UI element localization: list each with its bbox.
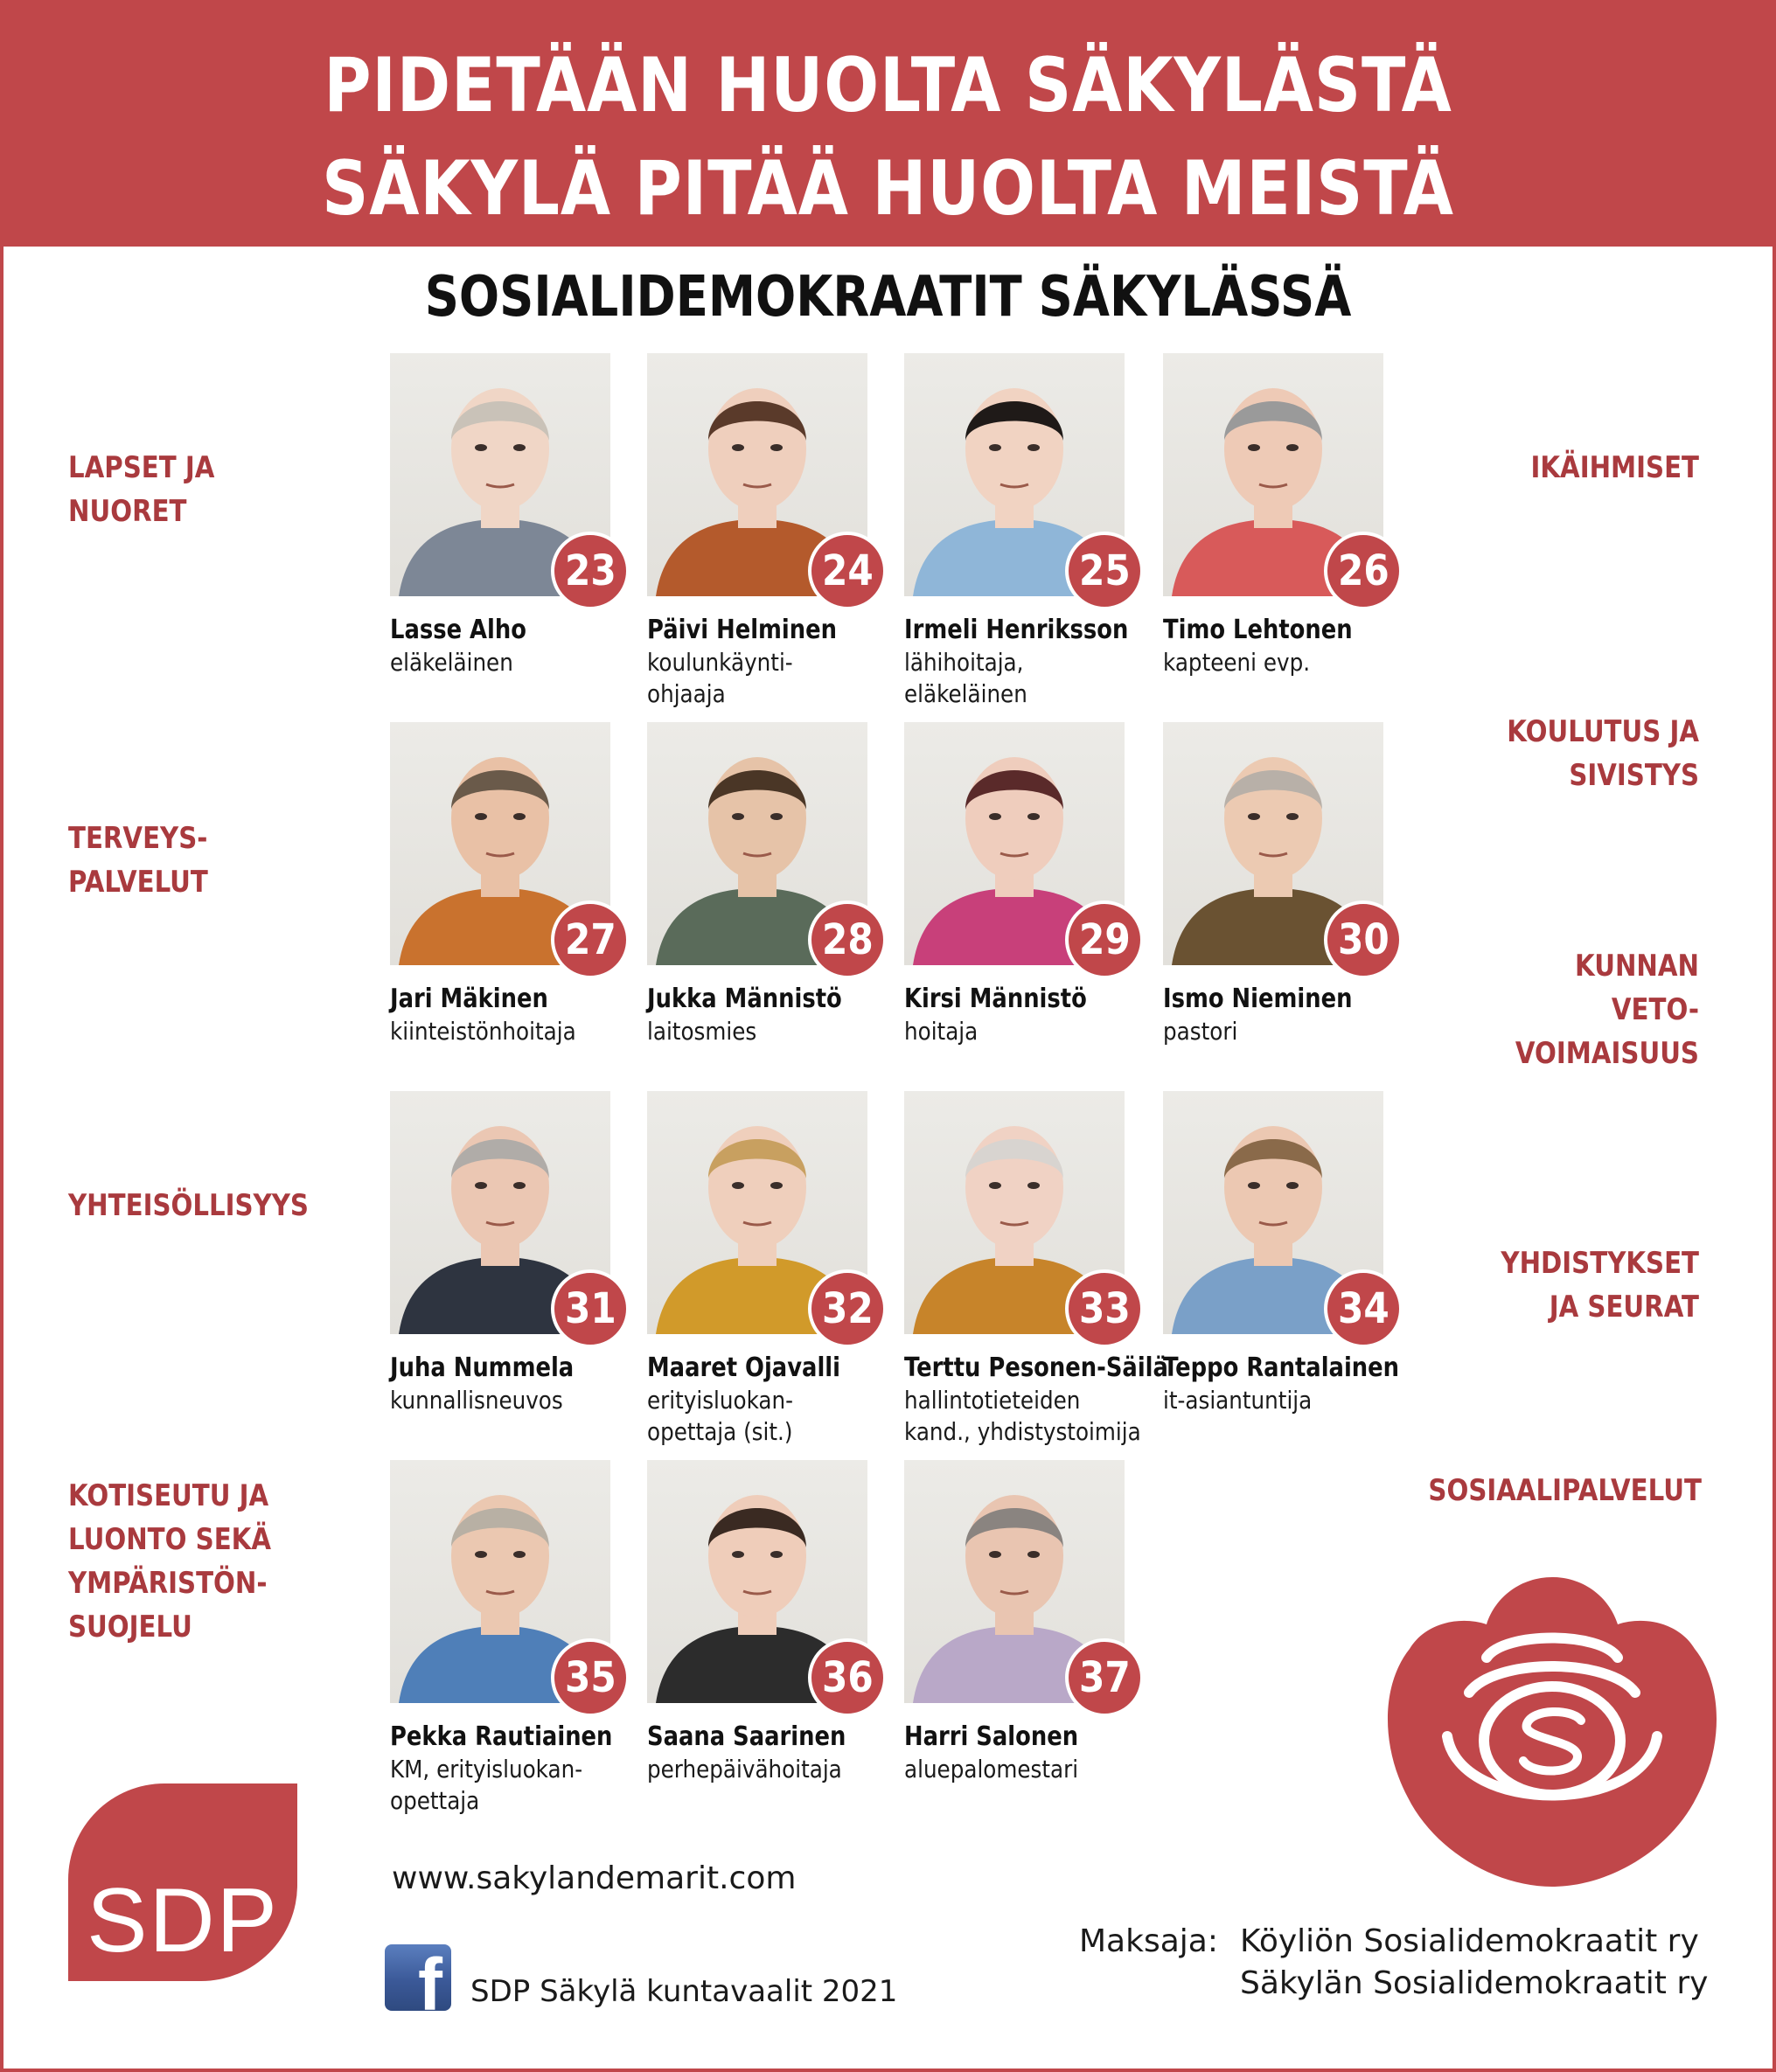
payer-label: Maksaja:	[1079, 1923, 1218, 1959]
candidate-name: Harri Salonen	[904, 1721, 1079, 1752]
candidate-number-badge	[551, 1638, 630, 1717]
candidate-occupation: KM, erityisluokan- opettaja	[390, 1755, 583, 1815]
theme-terveyspalvelut: TERVEYS- PALVELUT	[68, 821, 208, 900]
theme-koulutus-ja-sivistys: KOULUTUS JA SIVISTYS	[1507, 714, 1699, 793]
candidate-occupation: aluepalomestari	[904, 1755, 1079, 1783]
candidate-number-badge	[1324, 1269, 1403, 1348]
candidate-occupation: erityisluokan- opettaja (sit.)	[647, 1386, 794, 1446]
candidate-occupation: perhepäivähoitaja	[647, 1755, 842, 1783]
candidate-occupation: lähihoitaja, eläkeläinen	[904, 648, 1027, 708]
payer-line-2: Säkylän Sosialidemokraatit ry	[1240, 1965, 1709, 2001]
header-banner	[0, 0, 1776, 247]
candidate-occupation: kunnallisneuvos	[390, 1386, 563, 1415]
sdp-logo-text: SDP	[87, 1870, 279, 1971]
candidate-occupation: hoitaja	[904, 1017, 979, 1046]
candidate-name: Saana Saarinen	[647, 1721, 846, 1752]
headline-line-1: PIDETÄÄN HUOLTA SÄKYLÄSTÄ	[324, 42, 1452, 129]
candidate-number-badge	[1065, 532, 1144, 610]
candidate-number: 35	[564, 1653, 616, 1702]
candidate-number: 27	[564, 915, 616, 964]
theme-yhteisollisyys: YHTEISÖLLISYYS	[68, 1188, 309, 1223]
candidate-number-badge	[808, 1269, 887, 1348]
candidate-name: Terttu Pesonen-Säilä	[904, 1352, 1168, 1383]
candidate-number: 33	[1078, 1284, 1131, 1333]
theme-yhdistykset-ja-seurat: YHDISTYKSET JA SEURAT	[1501, 1246, 1699, 1325]
candidate-number: 31	[564, 1284, 616, 1333]
candidate-occupation: koulunkäynti- ohjaaja	[647, 648, 793, 708]
candidate-name: Pekka Rautiainen	[390, 1721, 613, 1752]
candidate-number: 36	[821, 1653, 874, 1702]
candidate-occupation: laitosmies	[647, 1017, 757, 1046]
candidate-number-badge	[551, 900, 630, 979]
website-link[interactable]: www.sakylandemarit.com	[392, 1860, 797, 1896]
candidate-number: 30	[1337, 915, 1389, 964]
candidate-number: 37	[1078, 1653, 1131, 1702]
facebook-page-text: SDP Säkylä kuntavaalit 2021	[470, 1974, 898, 2009]
theme-ikaihmiset: IKÄIHMISET	[1530, 450, 1699, 485]
rose-emblem-icon	[1364, 1561, 1740, 1902]
candidate-name: Lasse Alho	[390, 615, 526, 645]
candidate-number: 28	[821, 915, 874, 964]
candidate-name: Irmeli Henriksson	[904, 615, 1129, 645]
candidate-occupation: eläkeläinen	[390, 648, 513, 677]
theme-kotiseutu: KOTISEUTU JA LUONTO SEKÄ YMPÄRISTÖN- SUOJELU	[68, 1478, 271, 1644]
sdp-logo	[68, 1783, 297, 1981]
candidate-number-badge	[808, 1638, 887, 1717]
candidate-name: Maaret Ojavalli	[647, 1352, 840, 1383]
candidate-number-badge	[551, 532, 630, 610]
theme-kunnan-vetovoimaisuus: KUNNAN VETO- VOIMAISUUS	[1515, 949, 1699, 1071]
candidate-number: 32	[821, 1284, 874, 1333]
candidate-number-badge	[551, 1269, 630, 1348]
candidate-number-badge	[808, 900, 887, 979]
candidate-name: Kirsi Männistö	[904, 984, 1087, 1014]
candidate-name: Juha Nummela	[390, 1352, 575, 1383]
payer-line-1: Köyliön Sosialidemokraatit ry	[1240, 1923, 1699, 1959]
facebook-icon[interactable]	[385, 1944, 451, 2011]
candidate-number-badge	[808, 532, 887, 610]
candidate-number: 34	[1337, 1284, 1389, 1333]
candidate-number: 29	[1078, 915, 1131, 964]
candidate-occupation: hallintotieteiden kand., yhdistystoimija	[904, 1386, 1141, 1446]
subtitle: SOSIALIDEMOKRAATIT SÄKYLÄSSÄ	[424, 265, 1352, 330]
candidate-number-badge	[1324, 900, 1403, 979]
candidate-name: Jari Mäkinen	[390, 984, 548, 1014]
candidate-name: Timo Lehtonen	[1163, 615, 1353, 645]
candidate-occupation: kapteeni evp.	[1163, 648, 1311, 677]
candidate-number: 23	[564, 546, 616, 595]
candidate-number-badge	[1324, 532, 1403, 610]
candidate-name: Jukka Männistö	[647, 984, 842, 1014]
candidate-occupation: pastori	[1163, 1017, 1238, 1046]
candidate-number-badge	[1065, 1638, 1144, 1717]
candidate-number-badge	[1065, 1269, 1144, 1348]
candidate-occupation: kiinteistönhoitaja	[390, 1017, 576, 1046]
candidate-number: 26	[1337, 546, 1389, 595]
headline-line-2: SÄKYLÄ PITÄÄ HUOLTA MEISTÄ	[322, 145, 1454, 233]
candidate-name: Teppo Rantalainen	[1163, 1352, 1400, 1383]
candidate-number-badge	[1065, 900, 1144, 979]
candidate-name: Päivi Helminen	[647, 615, 838, 645]
candidate-number: 24	[821, 546, 874, 595]
candidate-number: 25	[1078, 546, 1131, 595]
theme-lapset-ja-nuoret: LAPSET JA NUORET	[68, 450, 215, 529]
candidate-occupation: it-asiantuntija	[1163, 1386, 1313, 1415]
theme-sosiaalipalvelut: SOSIAALIPALVELUT	[1428, 1473, 1702, 1508]
facebook-glyph: f	[418, 1944, 442, 2011]
candidate-name: Ismo Nieminen	[1163, 984, 1353, 1014]
